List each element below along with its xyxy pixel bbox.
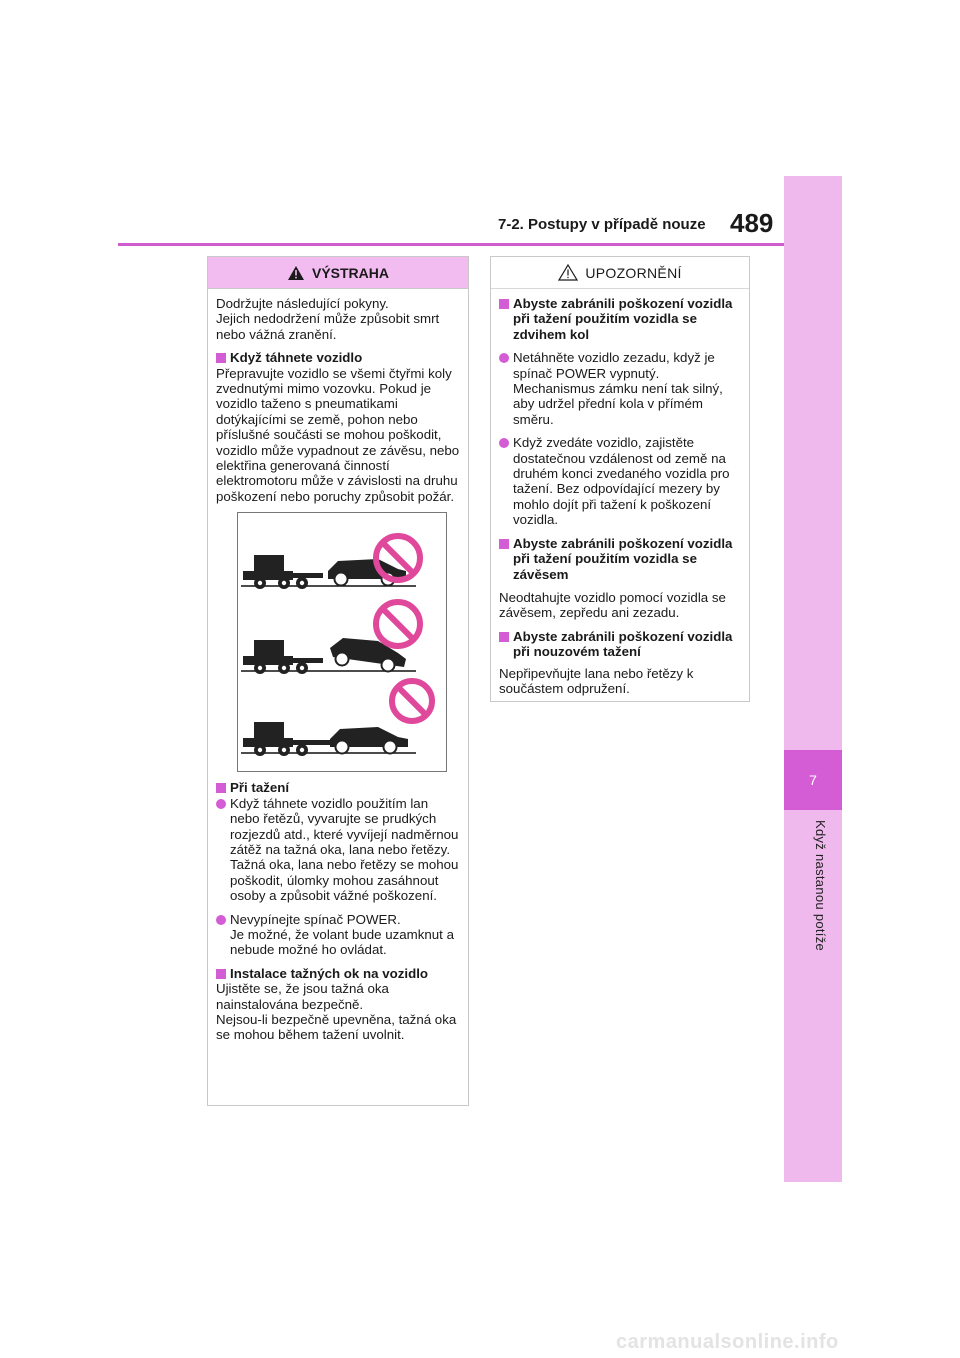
square-bullet-icon	[216, 353, 226, 363]
sling-heading-text: Abyste zabránili poškození vozidla při tažení použitím vozidla se závěsem	[513, 535, 733, 582]
row-1	[241, 536, 420, 589]
install-text: Ujistěte se, že jsou tažná oka nainstalována bezpečně. Nejsou-li bezpečně upevněna, tažná oka se mohou během tažení uvolnit.	[216, 981, 457, 1043]
lift-item-1	[499, 350, 741, 427]
section-title: 7-2. Postupy v případě nouze	[498, 216, 706, 233]
round-bullet-icon	[216, 915, 226, 925]
lift-heading	[499, 296, 741, 342]
page-number: 489	[730, 208, 774, 238]
header-divider	[118, 243, 784, 246]
lift-item-2	[499, 435, 741, 527]
towing-heading	[216, 350, 460, 365]
row-2	[241, 602, 420, 674]
towing-heading-text: Když táhnete vozidlo	[230, 350, 363, 366]
emergency-text: Nepřipevňujte lana nebo řetězy k součástem odpružení.	[499, 665, 694, 696]
row-3	[241, 681, 432, 756]
warning-header	[208, 257, 468, 289]
during-item-1	[216, 796, 460, 904]
during-item-2	[216, 912, 460, 958]
lift-item-1-text: Netáhněte vozidlo zezadu, když je spínač POWER vypnutý. Mechanismus zámku není tak silný, aby udržel přední kola v přímém směru.	[513, 350, 723, 427]
emergency-heading-text: Abyste zabránili poškození vozidla při nouzovém tažení	[513, 628, 733, 660]
caution-header	[491, 257, 749, 289]
round-bullet-icon	[499, 438, 509, 448]
install-heading-text: Instalace tažných ok na vozidlo	[230, 965, 429, 981]
round-bullet-icon	[499, 353, 509, 363]
square-bullet-icon	[216, 783, 226, 793]
square-bullet-icon	[499, 632, 509, 642]
lift-item-2-text: Když zvedáte vozidlo, zajistěte dostatečnou vzdálenost od země na druhém konci zvedaného vozidla pro tažení. Bez odpovídající mezery by mohlo dojít při tažení k poškození vozidla.	[513, 435, 730, 528]
sling-heading	[499, 536, 741, 582]
square-bullet-icon	[499, 539, 509, 549]
square-bullet-icon	[216, 969, 226, 979]
caution-box	[490, 256, 750, 702]
emergency-heading	[499, 629, 741, 660]
chapter-number-tab[interactable]	[784, 750, 842, 810]
chapter-number: 7	[809, 772, 817, 788]
warning-title: VÝSTRAHA	[311, 264, 389, 281]
chapter-title: Když nastanou potíže	[813, 820, 828, 952]
caution-triangle-icon	[558, 264, 578, 281]
towing-prohibited-illustration	[237, 512, 447, 772]
square-bullet-icon	[499, 299, 509, 309]
warning-box	[207, 256, 469, 1106]
towing-text: Přepravujte vozidlo se všemi čtyřmi koly zvednutými mimo vozovku. Pokud je vozidlo taženo s pneumatikami dotýkajícími se země, pohon nebo příslušné součásti se mohou poškodit, vozidlo může vypadnout ze závěsu, nebo elektřina generovaná činností elektromotoru může v závislosti na druhu poškození nebo poruchy způsobit požár.	[216, 365, 460, 504]
install-heading	[216, 966, 460, 981]
during-item-1-text: Když táhnete vozidlo použitím lan nebo řetězů, vyvarujte se prudkých rozjezdů atd., které vyvíjejí nadměrnou zátěž na tažná oka, lana nebo řetězy. Tažná oka, lana nebo řetězy se mohou poškodit, úlomky mohou zasáhnout osoby a způsobit vážné poškození.	[230, 795, 459, 904]
lift-heading-text: Abyste zabránili poškození vozidla při tažení použitím vozidla se zdvihem kol	[513, 296, 733, 342]
footer-watermark: carmanualsonline.info	[616, 1331, 839, 1353]
towing-illustration-graphic	[238, 513, 446, 771]
caution-title: UPOZORNĚNÍ	[585, 264, 682, 281]
during-heading-text: Při tažení	[230, 780, 290, 796]
warning-intro: Dodržujte následující pokyny. Jejich nedodržení může způsobit smrt nebo vážná zranění.	[216, 296, 440, 342]
chapter-sidebar	[784, 176, 842, 1182]
round-bullet-icon	[216, 799, 226, 809]
sling-text: Neodtahujte vozidlo pomocí vozidla se závěsem, zepředu ani zezadu.	[499, 589, 726, 621]
during-towing-heading	[216, 780, 460, 795]
during-item-2-text: Nevypínejte spínač POWER. Je možné, že volant bude uzamknut a nebude možné ho ovládat.	[230, 911, 454, 958]
warning-triangle-icon	[287, 265, 305, 281]
